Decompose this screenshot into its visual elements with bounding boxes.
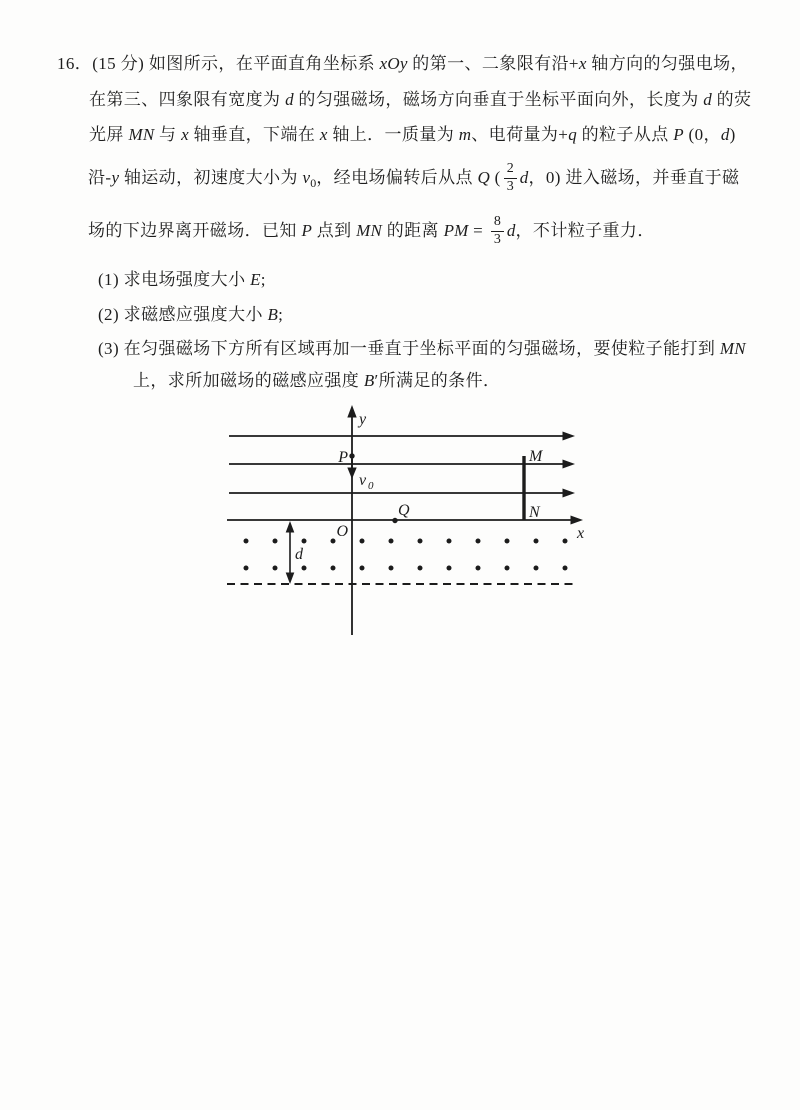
magnetic-field-dots [244, 539, 568, 571]
q-point [392, 518, 397, 523]
field-dot-icon [447, 566, 452, 571]
origin-label: O [336, 523, 348, 540]
problem-line-4: 沿- y 轴运动，初速度大小为 v 0 ，经电场偏转后从点 Q ( $\frac{2}{3}$ d ，0) 进入磁场，并垂直于磁 [88, 160, 740, 194]
field-dot-icon [476, 539, 481, 544]
field-dot-icon [418, 539, 423, 544]
field-dot-icon [273, 539, 278, 544]
field-dot-icon [534, 539, 539, 544]
problem-line-5: 场的下边界离开磁场．已知 P 点到 MN 的距离 PM = $\frac{8}{3}$ d ，不计粒子重力． [88, 213, 655, 247]
question-3-line-1: (3) 在匀强磁场下方所有区域再加一垂直于坐标平面的匀强磁场，要使粒子能打到 MN [98, 339, 746, 358]
field-dot-icon [447, 539, 452, 544]
point-n-label: N [529, 504, 540, 521]
field-dot-icon [505, 566, 510, 571]
field-dot-icon [534, 566, 539, 571]
field-dot-icon [273, 566, 278, 571]
field-dot-icon [331, 566, 336, 571]
question-2: (2) 求磁感应强度大小 B ; [98, 305, 284, 324]
v0-arrowhead-icon [347, 468, 356, 480]
d-measure-arrowhead-bottom-icon [286, 573, 295, 585]
x-axis-label: x [577, 525, 585, 542]
field-dot-icon [302, 566, 307, 571]
field-dot-icon [476, 566, 481, 571]
physics-diagram [185, 400, 605, 640]
point-p-label: P [338, 449, 348, 466]
v0-label: v [359, 472, 367, 489]
point-q-label: Q [398, 502, 410, 519]
field-dot-icon [389, 566, 394, 571]
problem-line-1: 16．(15 分) 如图所示，在平面直角坐标系 xOy 的第一、二象限有沿+ x 轴方向的匀强电场， [57, 54, 748, 73]
electric-field-arrowhead-2-icon [563, 460, 576, 469]
field-dot-icon [505, 539, 510, 544]
y-axis-arrowhead-icon [347, 405, 356, 418]
field-dot-icon [302, 539, 307, 544]
field-dot-icon [418, 566, 423, 571]
d-measure-arrowhead-top-icon [286, 521, 295, 533]
field-dot-icon [389, 539, 394, 544]
y-axis-label: y [359, 411, 367, 428]
v0-subscript-label: 0 [368, 480, 374, 492]
field-dot-icon [244, 566, 249, 571]
field-dot-icon [244, 539, 249, 544]
field-dot-icon [563, 566, 568, 571]
field-dot-icon [360, 539, 365, 544]
question-1: (1) 求电场强度大小 E ; [98, 270, 266, 289]
field-dot-icon [360, 566, 365, 571]
electric-field-arrowhead-3-icon [563, 489, 576, 498]
field-dot-icon [331, 539, 336, 544]
electric-field-arrowhead-1-icon [563, 432, 576, 441]
d-width-label: d [295, 546, 303, 563]
problem-line-3: 光屏 MN 与 x 轴垂直，下端在 x 轴上．一质量为 m 、电荷量为+ q 的粒子从点 P (0， d ) [89, 125, 736, 144]
problem-line-2: 在第三、四象限有宽度为 d 的匀强磁场，磁场方向垂直于坐标平面向外，长度为 d 的荧 [89, 90, 752, 109]
x-axis-arrowhead-icon [571, 516, 584, 525]
question-3-line-2: 上，求所加磁场的磁感应强度 B ′所满足的条件． [133, 371, 501, 390]
p-point [349, 453, 354, 458]
point-m-label: M [529, 448, 543, 465]
field-dot-icon [563, 539, 568, 544]
